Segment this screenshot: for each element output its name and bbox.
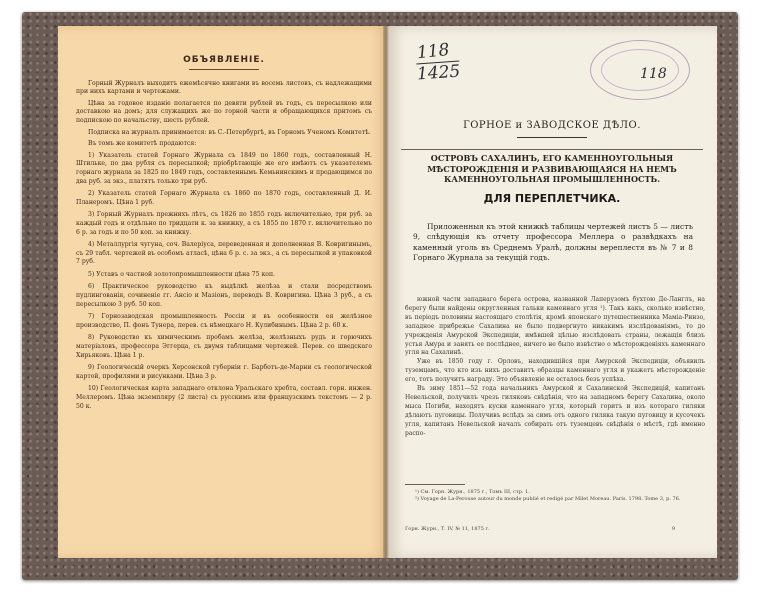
catalog-item: 10) Геологическая карта западнаго отклона Уральскаго хребта, составл. горн. инжен. Меллеромъ. Цѣна экземпляру (2 листа) съ русскимъ или французскимъ текстомъ — 2 р. 50 к. (76, 385, 372, 410)
footnote-rule (405, 484, 465, 485)
catalog-item: 4) Металлургія чугуна, соч. Валерiуса, переведенная и дополненная В. Ковригинымъ, съ 29 табл. чертежей въ особомъ атласѣ, цѣна 6 р. с. за экз., а съ пересылкой и упаковкой 7 руб. (76, 241, 372, 266)
footnotes (405, 489, 705, 503)
page-footer (405, 526, 705, 532)
catalog-item: 7) Горнозаводская промышленность Россіи и въ особенности ея желѣзное производство, П. фонъ Тунера, перев. съ нѣмецкаго Н. Кулибинымъ. Цѣна 2 р. 60 к. (76, 313, 372, 329)
announcement-column (76, 36, 372, 415)
header-rule (517, 137, 587, 138)
intro-paragraph: Подписка на журналъ принимается: въ С.-Петербургѣ, въ Горномъ Ученомъ Комитетѣ. (88, 128, 371, 136)
catalog-item: 2) Указатель статей Горнаго Журнала съ 1860 по 1870 годъ, составленный Д. И. Планеромъ. Цѣна 1 руб. (76, 190, 372, 206)
stamp-number: 118 (640, 66, 667, 82)
binder-note-text: Приложенныя къ этой книжкѣ таблицы чертежей листъ 5 — листъ 9, слѣдующія къ отчету профессора Меллера о развѣдкахъ на каменный уголь въ Среднемъ Уралѣ, должны вереплестя въ № 7 и 8 Горнаго Журнала за текущій годъ. (413, 222, 693, 263)
catalog-item: 6) Практическое руководство къ выдѣлкѣ желѣза и стали посредствомъ пудлингованія, сочиненіе гг. Ансіо и Мазіонъ, переводъ В. Ковригина. Цѣна 3 руб., а съ пересылкою 3 руб. 50 коп. (76, 283, 372, 308)
right-page (387, 26, 717, 558)
catalog-item: 8) Руководство къ химическимъ пробамъ желѣза, желѣзныхъ рудъ и горючихъ матеріаловъ, профессора Эггерца, съ двумя таблицами чертежей. Перев. со шведскаго Хирьяковъ. Цѣна 1 р. (76, 334, 372, 359)
catalog-item: 9) Геологическій очеркъ Херсонской губерніи г. Барботъ-де-Марни съ геологической картой, профилями и рисунками. Цѣна 3 р. (76, 364, 372, 380)
article-subtitle: ОСТРОВЪ САХАЛИНЪ, ЕГО КАМЕННОУГОЛЬНЫЯ МѢСТОРОЖДЕНІЯ И РАЗВИВАЮЩАЯСЯ НА НЕМЪ КАМЕННОУГОЛЬНАЯ ПРОМЫШЛЕННОСТЬ. (427, 153, 677, 184)
body-paragraph: Въ зиму 1851—52 года начальникъ Амурской и Сахалинской Экспедицій, капитанъ Невельской, получилъ чрезъ гиляковъ свѣдѣнія, что на западномъ берегу Сахалина, около мыса Погиби, находятъ куски каменнаго угля, который горитъ и изъ котораго гиляки дѣлаютъ пуговицы. Получивъ вслѣдъ за симъ отъ одного гиляка такую пуговицу и кусочекъ угля, капитанъ Невельской началъ собирать отъ туземцевъ свѣдѣнія о мѣстѣ, гдѣ именно распо- (405, 385, 705, 437)
article-body (405, 296, 705, 484)
body-paragraph: Уже въ 1850 году г. Орловъ, находившійся при Амурской Экспедиціи, объявилъ туземцамъ, что кто изъ нихъ доставитъ образцы каменнаго угля и укажетъ мѣсторожденіе его, тотъ получитъ награду. Это объявленіе не осталось безъ успѣха. (405, 358, 705, 384)
shelfmark-top: 118 (416, 39, 451, 64)
manuscript-shelfmark (417, 41, 460, 83)
footer-citation: Горн. Журн., Т. IV, № 11, 1875 г. (405, 526, 490, 532)
subtitle-rule (401, 149, 703, 150)
announcement-title: ОБЪЯВЛЕНІЕ. (76, 56, 372, 70)
binder-note-title: ДЛЯ ПЕРЕПЛЕТЧИКА. (483, 192, 621, 205)
book-gutter (383, 26, 389, 558)
left-page (58, 26, 386, 558)
page-number: 9 (671, 526, 675, 532)
catalog-item: 3) Горный Журналъ прежнихъ лѣтъ, съ 1826 по 1855 годъ включительно, три руб. за каждый годъ и отдѣльно по тридцати к. за книжку, а съ 1855 по 1870 г. включительно по 6 р. за годъ и по 50 коп. за книжку. (76, 211, 372, 236)
footnote: ¹) См. Горн. Журн., 1875 г., Томъ III, стр. 1. (415, 489, 530, 495)
body-paragraph: южной части западнаго берега острова, названной Лаперузомъ бухтою Де-Ланглъ, на берегу были найдены округленныя гальки каменнаго угля ¹). Такъ какъ, сколько извѣстно, въ періодъ половины настоящаго столѣтія, кромѣ японскаго путешественника Мамiа-Ринзо, западное прибрежье Сахалина не было подвергнуто никакимъ изслѣдованiямъ, то до учрежденія Амурской Экспедиціи, имѣвшей цѣлью изслѣдовать страны, лежащія близъ устья Амура и занять ее послѣднее, ничего не было извѣстно о мѣсторожденіяхъ каменнаго угля на Сахалинѣ. (405, 296, 705, 357)
intro-paragraph: Цѣна за годовое изданіе полагается по девяти рублей въ годъ, съ пересылкою или доставкою на домъ; для служащихъ же по горной части и обращающихся притомъ съ подпискою по начальству, шесть рублей. (76, 99, 372, 124)
catalog-item: 1) Указатель статей Горнаго Журнала съ 1849 по 1860 годъ, составленный Н. Штильке, по два рубля съ пересылкой; пріобрѣтающіе же его имѣютъ съ указателемъ горнаго журнала за 1825 по 1849 годъ, составленнымъ Кемьнинскимъ и продающимся по два руб. за экз., платятъ только три руб. (76, 151, 372, 185)
footnote: ²) Voyage de La-Perouse autour du monde publié et redigé par Milet Moreau. Paris. 1798. Tome 3, p. 76. (415, 496, 681, 502)
shelfmark-bottom: 1425 (416, 61, 461, 85)
section-header: ГОРНОЕ и ЗАВОДСКОЕ ДѢЛО. (463, 120, 641, 131)
intro-paragraph: Въ томъ же комитетѣ продаются: (88, 140, 197, 148)
intro-paragraph: Горный Журналъ выходитъ ежемѣсячно книгами въ восемь листовъ, съ надлежащими при нихъ картами и чертежами. (76, 79, 372, 96)
catalog-item: 5) Уставъ о частной золотопромышленности цѣна 75 коп. (88, 270, 275, 278)
